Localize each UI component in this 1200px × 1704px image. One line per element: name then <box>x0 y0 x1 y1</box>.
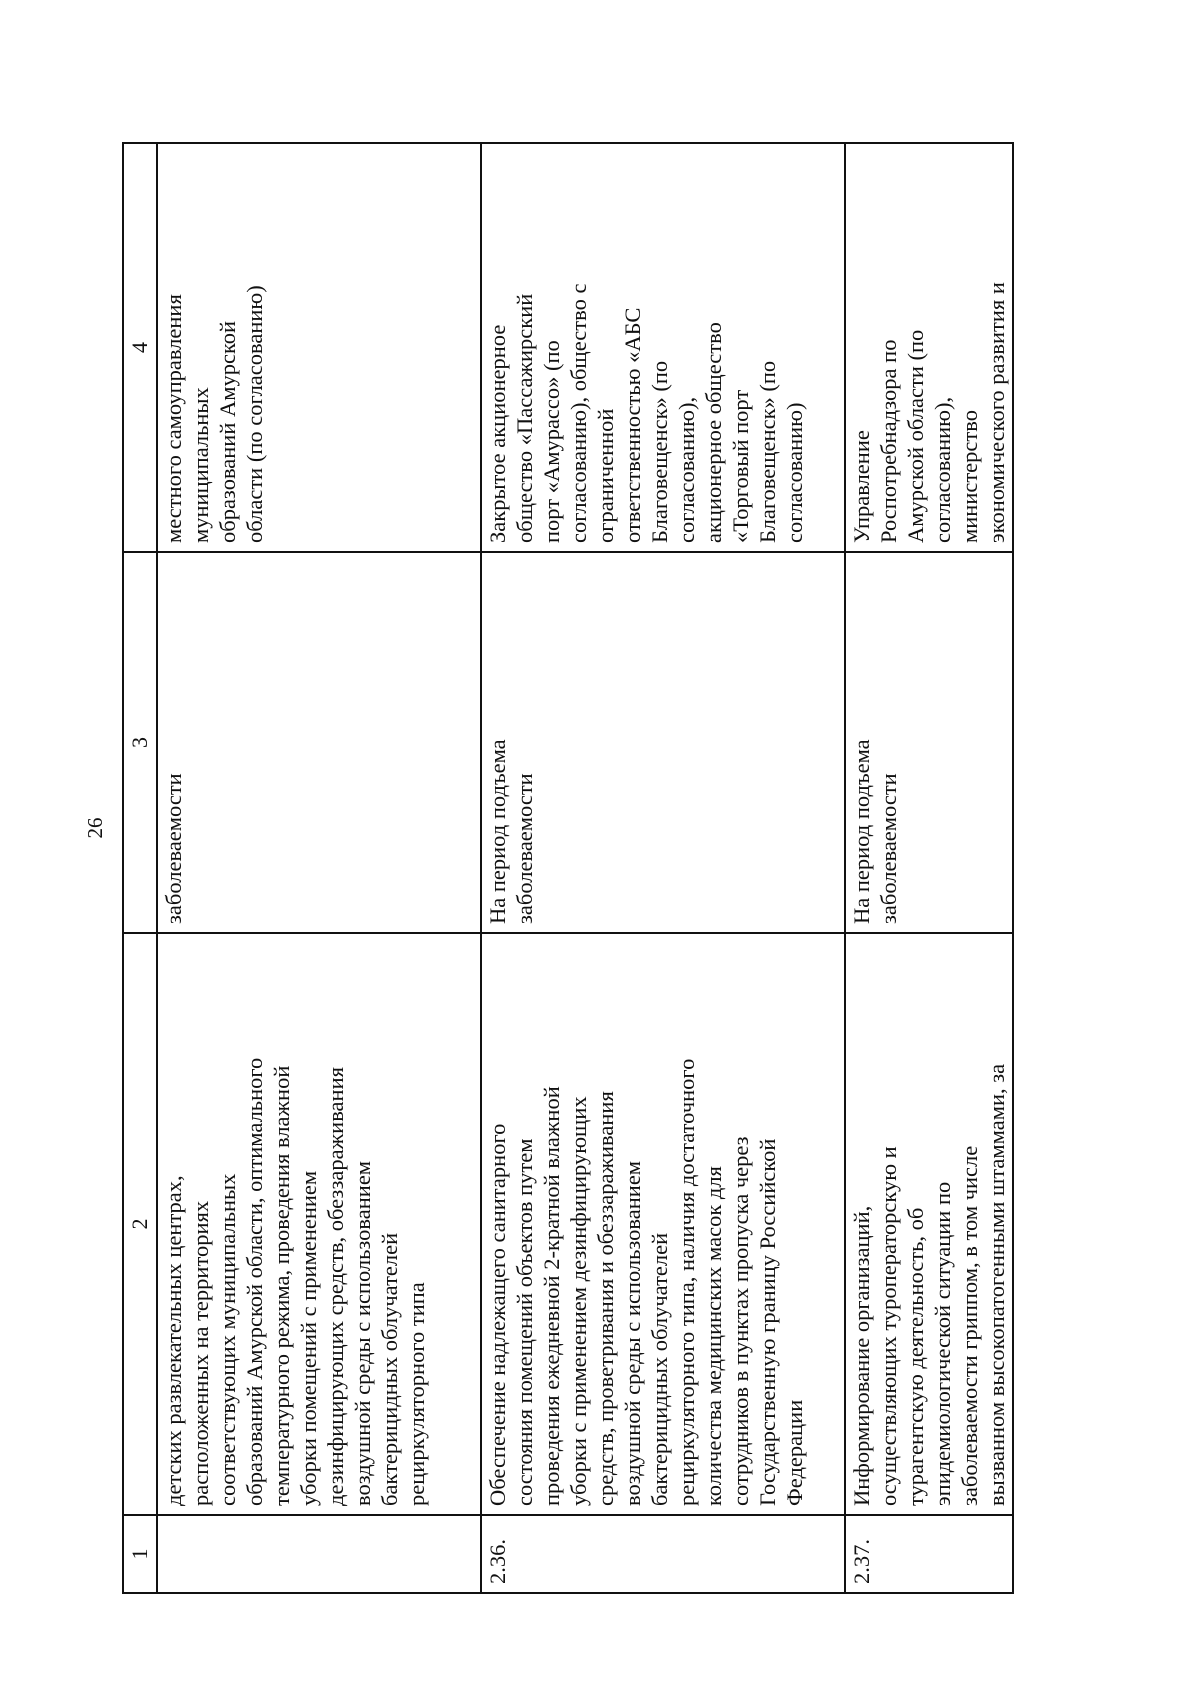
measure-cell: Информирование организаций, осуществляющих туроператорскую и турагентскую деятельность, об эпидемиологической ситуации по заболеваемости гриппом, в том числе вызванном высокопатогенными штаммами, за <box>845 933 1013 1515</box>
responsible-cell: Управление Роспотребнадзора по Амурской области (по согласованию), министерство экономического развития и <box>845 143 1013 552</box>
table-row <box>845 143 1013 1593</box>
header-col-2: 2 <box>123 933 157 1515</box>
row-number <box>157 1515 481 1593</box>
responsible-cell: местного самоуправления муниципальных образований Амурской области (по согласованию) <box>157 143 481 552</box>
table-row <box>157 143 481 1593</box>
table-row <box>481 143 845 1593</box>
header-col-1: 1 <box>123 1515 157 1593</box>
header-col-3: 3 <box>123 552 157 933</box>
page-number: 26 <box>82 817 107 839</box>
period-cell: На период подъема заболеваемости <box>481 552 845 933</box>
period-cell: На период подъема заболеваемости <box>845 552 1013 933</box>
measures-table <box>122 142 1014 1594</box>
row-number: 2.37. <box>845 1515 1013 1593</box>
measure-cell: Обеспечение надлежащего санитарного состояния помещений объектов путем проведения ежедневной 2-кратной влажной уборки с применением дезинфицирующих средств, проветривания и обеззараживания воздушной среды с использованием бактерицидных облучателей рециркуляторного типа, наличия достаточного количества медицинских масок для сотрудников в пунктах пропуска через Государственную границу Российской Федерации <box>481 933 845 1515</box>
header-col-4: 4 <box>123 143 157 552</box>
table-header-row <box>123 143 157 1593</box>
measure-cell: детских развлекательных центрах, расположенных на территориях соответствующих муниципальных образований Амурской области, оптимального температурного режима, проведения влажной уборки помещений с применением дезинфицирующих средств, обеззараживания воздушной среды с использованием бактерицидных облучателей рециркуляторного типа <box>157 933 481 1515</box>
period-cell: заболеваемости <box>157 552 481 933</box>
rotated-table-container <box>122 144 1009 1594</box>
row-number: 2.36. <box>481 1515 845 1593</box>
responsible-cell: Закрытое акционерное общество «Пассажирский порт «Амурассо» (по согласованию), общество с ограниченной ответственностью «АБС Благовещенск» (по согласованию), акционерное общество «Торговый порт Благовещенск» (по согласованию) <box>481 143 845 552</box>
